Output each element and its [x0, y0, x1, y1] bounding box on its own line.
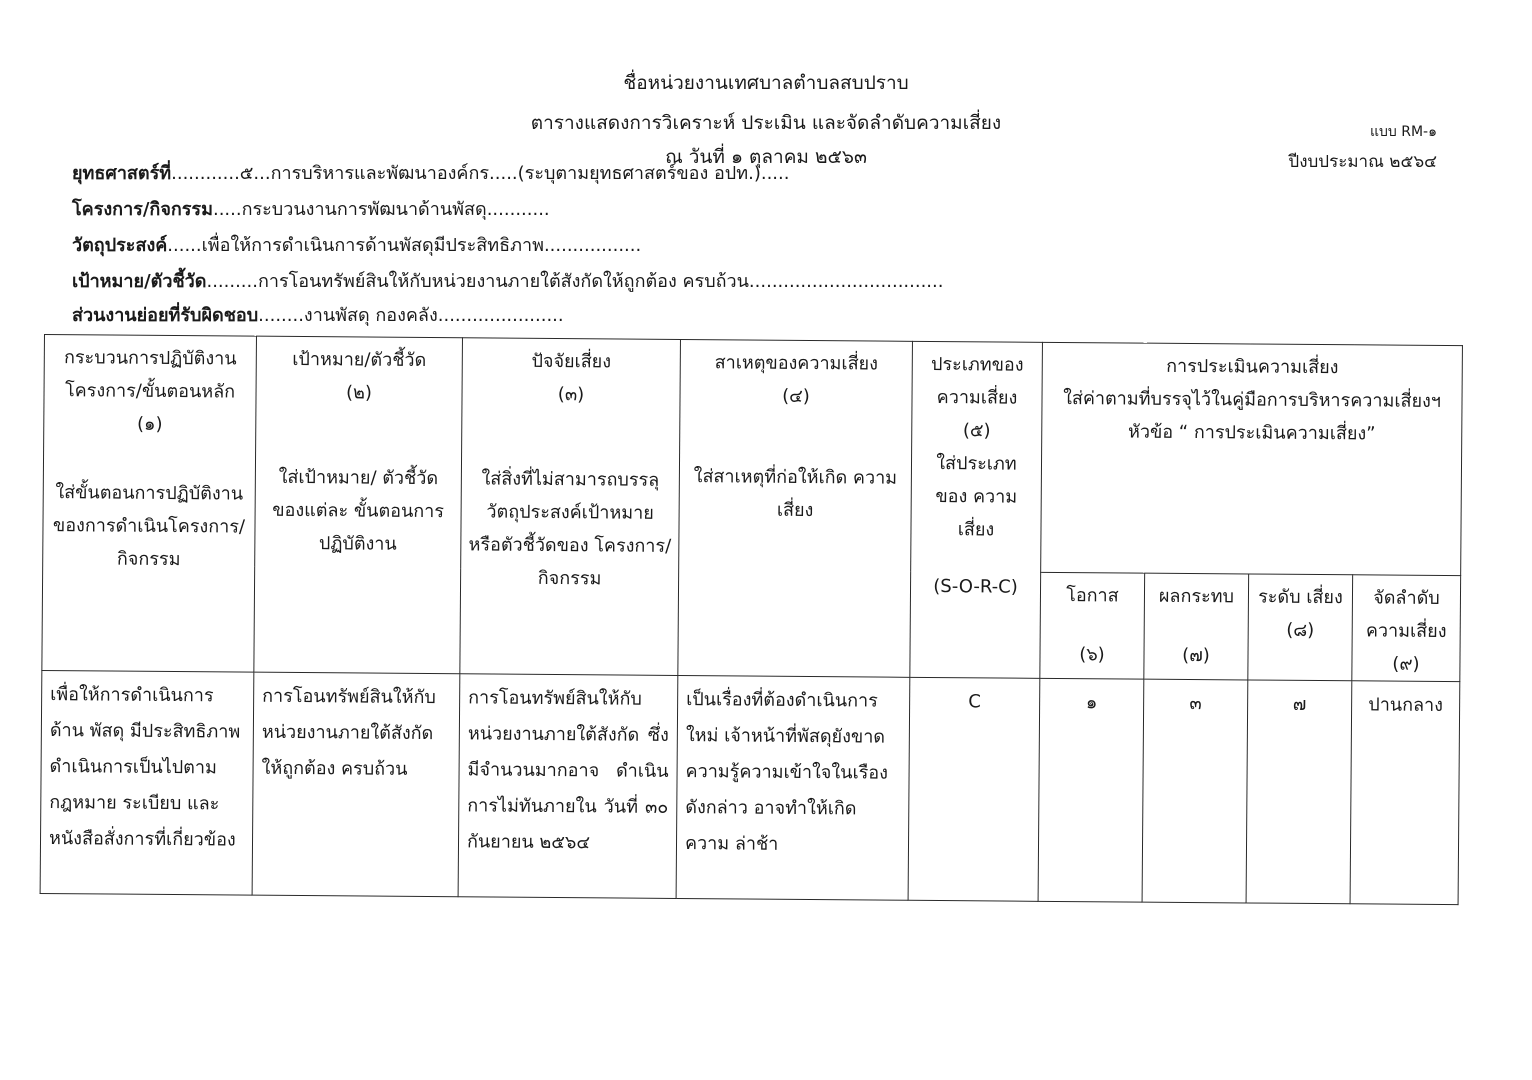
col-risk-factor-title: ปัจจัยเสี่ยง — [531, 350, 612, 373]
assessment-note: ใส่ค่าตามที่บรรจุไว้ในคู่มือการบริหารความเสี่ยงฯ หัวข้อ “ การประเมินความเสี่ยง” — [1063, 388, 1442, 445]
col-likelihood-title: โอกาส — [1066, 585, 1119, 607]
col-rank-header — [1352, 575, 1461, 682]
col-risk-factor-num: (๓) — [557, 384, 585, 406]
project-label: โครงการ/กิจกรรม — [72, 199, 213, 220]
target-value: .........การโอนทรัพย์สินให้กับหน่วยงานภายใต้สังกัดให้ถูกต้อง ครบถ้วน.................................. — [206, 271, 944, 292]
org-name: ชื่อหน่วยงานเทศบาลตำบลสบปราบ — [623, 72, 909, 94]
col-target-header — [254, 336, 463, 674]
cell-rank: ปานกลาง — [1350, 681, 1460, 905]
col-likelihood-num: (๖) — [1079, 644, 1105, 666]
col-risk-factor-header — [460, 338, 681, 676]
col-type-title: ประเภทของ ความเสี่ยง — [930, 353, 1024, 409]
cell-level: ๗ — [1246, 680, 1352, 904]
table-row — [40, 670, 1460, 904]
col-process-title: กระบวนการปฏิบัติงาน โครงการ/ขั้นตอนหลัก — [63, 347, 237, 403]
col-level-num: (๘) — [1286, 619, 1315, 641]
col-target-title: เป้าหมาย/ตัวชี้วัด — [292, 348, 427, 372]
col-rank-num: (๙) — [1392, 653, 1420, 675]
unit-line — [72, 300, 564, 329]
col-process-header — [42, 335, 257, 673]
col-level-header — [1248, 574, 1353, 681]
col-type-num: (๕) — [962, 420, 991, 442]
col-process-note: ใส่ขั้นตอนการปฏิบัติงาน ของการดำเนินโครงการ/ กิจกรรม — [52, 482, 246, 571]
col-likelihood-header — [1040, 572, 1145, 679]
cell-risk-type: C — [908, 677, 1040, 901]
col-risk-factor-note: ใส่สิ่งที่ไม่สามารถบรรลุ วัตถุประสงค์เป้าหมาย หรือตัวชี้วัดของ โครงการ/กิจกรรม — [468, 468, 672, 590]
strategy-label: ยุทธศาสตร์ที่ — [72, 163, 172, 184]
project-value: .....กระบวนงานการพัฒนาด้านพัสดุ........... — [212, 199, 550, 220]
cell-cause: เป็นเรื่องที่ต้องดำเนินการ ใหม่ เจ้าหน้าที่พัสดุยังขาด ความรู้ความเข้าใจในเรือง ดังกล่าว อาจทำให้เกิดความ ล่าช้า — [676, 675, 910, 900]
col-target-note: ใส่เป้าหมาย/ ตัวชี้วัด ของแต่ละ ขั้นตอนการปฏิบัติงาน — [272, 466, 445, 555]
col-type-note: ใส่ประเภท ของ ความเสี่ยง — [935, 453, 1018, 541]
col-level-title: ระดับ เสี่ยง — [1258, 586, 1343, 609]
cell-likelihood: ๑ — [1038, 678, 1144, 902]
risk-table — [40, 334, 1463, 905]
col-cause-title: สาเหตุของความเสี่ยง — [714, 352, 879, 375]
fiscal-year: ปีงบประมาณ ๒๕๖๔ — [1288, 152, 1437, 172]
objective-line — [72, 230, 641, 259]
cell-process: เพื่อให้การดำเนินการด้าน พัสดุ มีประสิทธิภาพ ดำเนินการเป็นไปตาม กฎหมาย ระเบียบ และ หนังสือสั่งการที่เกี่ยวข้อง — [40, 670, 254, 895]
col-type-header — [910, 341, 1043, 678]
col-process-num: (๑) — [136, 413, 163, 435]
col-target-num: (๒) — [345, 382, 373, 404]
assessment-header — [1041, 342, 1463, 575]
objective-value: ......เพื่อให้การดำเนินการด้านพัสดุมีประสิทธิภาพ................. — [167, 235, 642, 256]
doc-title: ตารางแสดงการวิเคราะห์ ประเมิน และจัดลำดับความเสี่ยง — [530, 112, 1002, 134]
col-cause-header — [678, 339, 913, 677]
col-type-code: (S-O-R-C) — [933, 575, 1018, 598]
cell-risk-factor: การโอนทรัพย์สินให้กับ หน่วยงานภายใต้สังกัด ซึ่ง มีจำนวนมากอาจ ดำเนินการไม่ทันภายใน วันที่ ๓๐ กันยายน ๒๕๖๔ — [458, 674, 678, 899]
strategy-value: ............๕...การบริหารและพัฒนาองค์กร.....(ระบุตามยุทธศาสตร์ของ อปท.)..... — [171, 163, 790, 184]
col-impact-num: (๗) — [1182, 644, 1210, 667]
col-impact-header — [1144, 573, 1249, 680]
project-line — [72, 194, 550, 223]
unit-value: ........งานพัสดุ กองคลัง...................... — [258, 305, 564, 326]
unit-label: ส่วนงานย่อยที่รับผิดชอบ — [72, 305, 259, 326]
strategy-line — [72, 158, 789, 187]
objective-label: วัตถุประสงค์ — [72, 235, 168, 256]
form-code: แบบ RM-๑ — [1370, 124, 1437, 140]
date-line: ณ วันที่ ๑ ตุลาคม ๒๕๖๓ — [665, 146, 867, 168]
assessment-title: การประเมินความเสี่ยง — [1166, 355, 1339, 379]
cell-target: การโอนทรัพย์สินให้กับ หน่วยงานภายใต้สังกัด ให้ถูกต้อง ครบถ้วน — [252, 672, 460, 897]
col-rank-title: จัดลำดับ ความเสี่ยง — [1365, 587, 1447, 643]
target-label: เป้าหมาย/ตัวชี้วัด — [72, 271, 207, 292]
cell-impact: ๓ — [1142, 679, 1248, 903]
col-cause-note: ใส่สาเหตุที่ก่อให้เกิด ความเสี่ยง — [693, 466, 898, 522]
col-cause-num: (๔) — [782, 385, 810, 408]
target-line — [72, 266, 943, 295]
col-impact-title: ผลกระทบ — [1158, 585, 1235, 608]
